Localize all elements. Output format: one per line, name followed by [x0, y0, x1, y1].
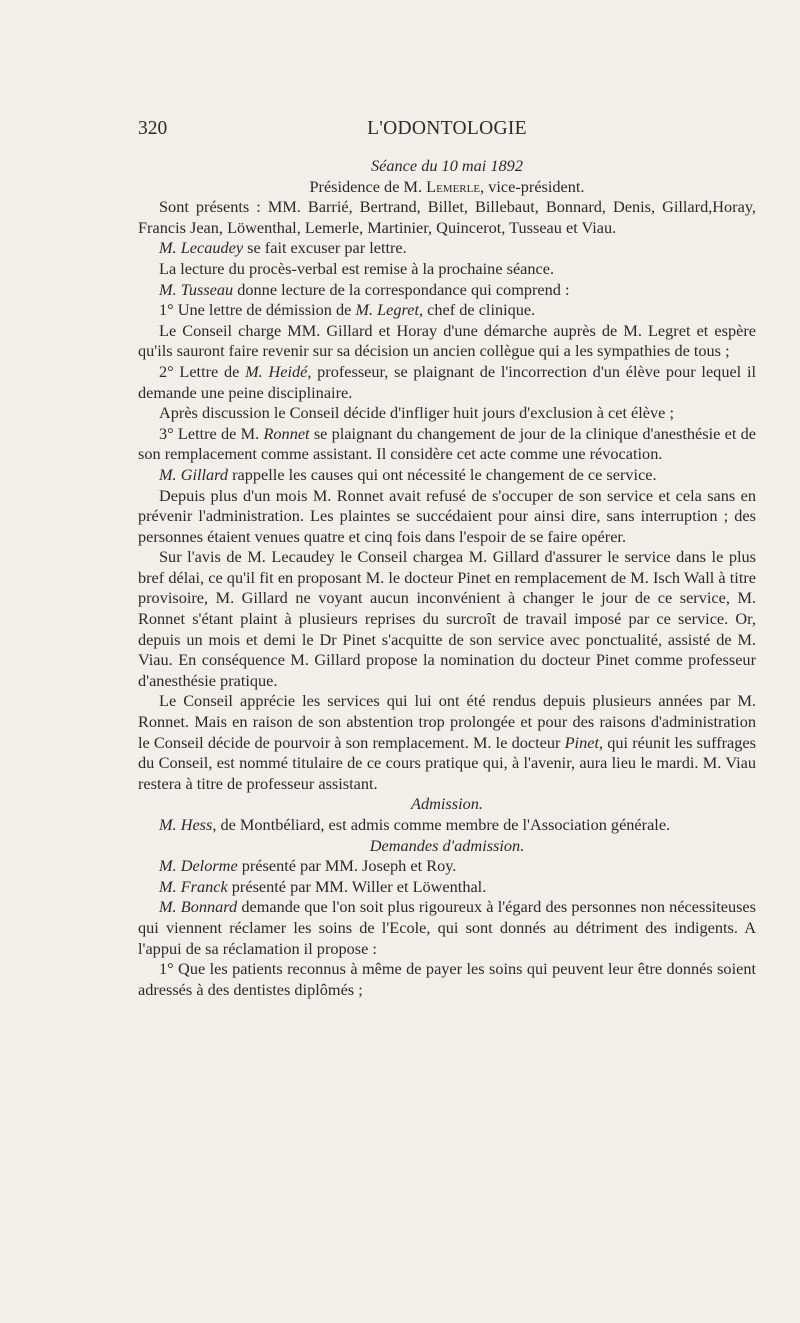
paragraph: Depuis plus d'un mois M. Ronnet avait refusé de s'occuper de son service et cela sans en prévenir l'administration. Les plaintes se succédaient pour ainsi dire, sans interruption ; des personnes étaient venues quatre et cinq fois dans l'espoir de se faire opérer. [138, 485, 756, 546]
paragraph: M. Gillard rappelle les causes qui ont nécessité le changement de ce service. [159, 464, 657, 484]
person-name: M. Lecaudey [159, 238, 244, 258]
paragraph: M. Delorme présenté par MM. Joseph et Roy. [159, 856, 457, 876]
paragraph: Le Conseil apprécie les services qui lui ont été rendus depuis plusieurs années par M. Ronnet. Mais en raison de son abstention trop prolongée et pour des raisons d'administration le Conseil décide de pourvoir à son remplacement. M. le docteur Pinet, qui réunit les suffrages du Conseil, est nommé titulaire de ce cours pratique qui, à l'avenir, aura lieu le mardi. M. Viau restera à titre de professeur assistant. [138, 691, 756, 793]
person-name: M. Heidé [245, 361, 308, 381]
section-heading-admission: Admission. [411, 794, 483, 814]
attendance-paragraph: Sont présents : MM. Barrié, Bertrand, Billet, Billebaut, Bonnard, Denis, Gillard,Horay, Francis Jean, Löwenthal, Lemerle, Martinier, Quincerot, Tusseau et Viau. [138, 197, 756, 237]
person-name: M. Tusseau [159, 279, 234, 299]
person-name: Pinet [564, 732, 599, 752]
page-header [138, 118, 756, 142]
person-name: M. Franck [159, 876, 228, 896]
paragraph: M. Hess, de Montbéliard, est admis comme membre de l'Association générale. [159, 815, 671, 834]
running-title: L'ODONTOLOGIE [367, 118, 527, 139]
person-name: M. Legret [355, 300, 420, 320]
paragraph: M. Tusseau donne lecture de la correspondance qui comprend : [159, 279, 570, 299]
paragraph: 3° Lettre de M. Ronnet se plaignant du changement de jour de la clinique d'anesthésie et de son remplacement comme assistant. Il considère cet acte comme une révocation. [138, 423, 757, 464]
paragraph: 1° Une lettre de démission de M. Legret, chef de clinique. [159, 300, 536, 320]
paragraph: M. Bonnard demande que l'on soit plus rigoureux à l'égard des personnes non nécessiteuses qui viennent réclamer les soins de l'Ecole, qui sont donnés au détriment des indigents. A l'appui de sa réclamation il propose : [138, 897, 756, 958]
person-name: M. Bonnard [159, 897, 238, 917]
paragraph: 2° Lettre de M. Heidé, professeur, se plaignant de l'incorrection d'un élève pour lequel il demande une peine disciplinaire. [138, 361, 756, 402]
paragraph: Après discussion le Conseil décide d'infliger huit jours d'exclusion à cet élève ; [159, 403, 674, 423]
paragraph: 1° Que les patients reconnus à même de payer les soins qui peuvent leur être donnés soient adressés à des dentistes diplômés ; [138, 959, 756, 999]
paragraph: Sur l'avis de M. Lecaudey le Conseil chargea M. Gillard d'assurer le service dans le plus bref délai, ce qu'il fit en proposant M. le docteur Pinet en remplacement de M. Isch Wall à titre provisoire, M. Gillard ne voyant aucun inconvénient à changer le jour de ce service, M. Ronnet s'étant plaint à plusieurs reprises du surcroît de travail imposé par ce service. Or, depuis un mois et demi le Dr Pinet s'acquitte de son service avec ponctualité, assisté de M. Viau. En conséquence M. Gillard propose la nomination du docteur Pinet comme professeur d'anesthésie pratique. [138, 547, 756, 690]
session-title: Séance du 10 mai 1892 [371, 156, 523, 175]
section-heading-demandes: Demandes d'admission. [369, 835, 525, 855]
person-name: Ronnet [263, 423, 310, 443]
page-body [138, 156, 756, 1000]
person-name: M. Gillard [159, 464, 229, 484]
paragraph: Le Conseil charge MM. Gillard et Horay d'une démarche auprès de M. Legret et espère qu'ils sauront faire revenir sur sa décision un ancien collègue qui a les sympathies de tous ; [138, 320, 756, 361]
page-number: 320 [138, 118, 168, 139]
paragraph: La lecture du procès-verbal est remise à la prochaine séance. [159, 258, 555, 278]
person-name: M. Delorme [159, 856, 238, 876]
person-name: M. Hess [159, 815, 213, 834]
paragraph: M. Lecaudey se fait excuser par lettre. [159, 238, 407, 258]
paragraph: M. Franck présenté par MM. Willer et Löwenthal. [159, 876, 487, 896]
presidency-line: Présidence de M. Lemerle, vice-président. [309, 176, 585, 196]
president-name: Lemerle [426, 176, 481, 196]
